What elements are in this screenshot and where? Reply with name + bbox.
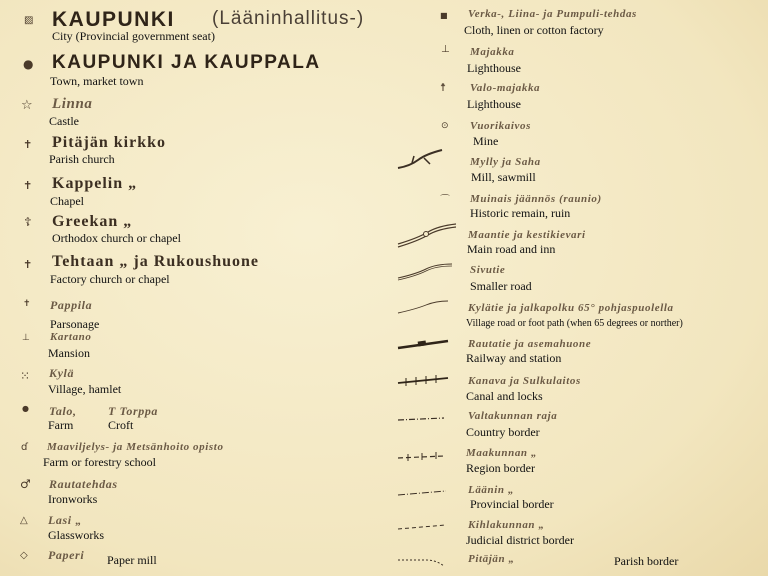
english-label-country-border: Country border — [466, 425, 540, 439]
english-label-mill: Mill, sawmill — [471, 170, 536, 184]
town-dot-symbol-icon: ● — [23, 57, 34, 71]
finnish-label-mine: Vuorikaivos — [470, 120, 532, 132]
finnish-label-town: KAUPUNKI JA KAUPPALA — [52, 52, 321, 73]
finnish-label-lighthouse-2: Valo-majakka — [470, 82, 541, 94]
region-border-line-icon — [396, 451, 446, 463]
mine-circle-symbol-icon: ⊙ — [441, 121, 449, 131]
city-square-symbol-icon: ▨ — [24, 15, 34, 26]
finnish-label-paper: Paperi — [48, 548, 85, 562]
textile-square-symbol-icon: ■ — [440, 11, 448, 20]
village-dots-symbol-icon: ⁙ — [20, 369, 31, 383]
english-label-region-border: Region border — [466, 461, 535, 475]
english-label-ironworks: Ironworks — [48, 492, 98, 506]
canal-line-icon — [396, 374, 450, 388]
english-label-lighthouse-1: Lighthouse — [467, 61, 521, 75]
lighthouse-symbol-icon: ⊥ — [441, 44, 450, 55]
english-label-textile: Cloth, linen or cotton factory — [464, 23, 604, 37]
finnish-label-school: Maaviljelys- ja Metsänhoito opisto — [47, 441, 224, 453]
finnish-label-region-border: Maakunnan „ — [466, 447, 538, 459]
orthodox-cross-symbol-icon: ☦ — [24, 215, 32, 229]
finnish-label-province-border: Läänin „ — [468, 484, 515, 496]
english-label-main-road: Main road and inn — [467, 242, 556, 256]
english-label-parsonage: Parsonage — [50, 317, 100, 331]
finnish-label-parish-church: Pitäjän kirkko — [52, 134, 167, 151]
country-border-line-icon — [396, 414, 446, 424]
railway-line-icon — [396, 338, 450, 352]
english-label-small-road: Smaller road — [470, 279, 532, 293]
farm-dot-symbol-icon: ● — [22, 404, 29, 413]
finnish-label-farm: Talo, — [49, 404, 77, 418]
ruin-symbol-icon: ⌒ — [440, 195, 450, 206]
finnish-label-ironworks: Rautatehdas — [49, 477, 118, 491]
judicial-border-line-icon — [396, 522, 448, 532]
main-road-double-line-icon — [396, 222, 458, 248]
english-label-factory-church: Factory church or chapel — [50, 272, 170, 286]
finnish-label-textile: Verka-, Liina- ja Pumpuli-tehdas — [468, 8, 637, 20]
finnish-label-parsonage: Pappila — [50, 298, 93, 312]
province-border-line-icon — [396, 488, 448, 498]
cross-symbol-icon: ✝ — [23, 179, 33, 192]
finnish-label-factory-church: Tehtaan „ ja Rukoushuone — [52, 253, 260, 270]
finnish-label-city: KAUPUNKI — [52, 8, 175, 31]
small-cross-symbol-icon: ✝ — [23, 299, 31, 309]
glassworks-triangle-symbol-icon: △ — [20, 515, 28, 526]
finnish-label-railway: Rautatie ja asemahuone — [468, 338, 592, 350]
ironworks-symbol-icon: ♂ — [20, 477, 31, 491]
english-label-lighthouse-2: Lighthouse — [467, 97, 521, 111]
english-label-mansion: Mansion — [48, 346, 90, 360]
english-label-school: Farm or forestry school — [43, 455, 156, 469]
english-label-village-road: Village road or foot path (when 65 degrees or norther) — [466, 318, 683, 329]
finnish-label-city-suffix: (Lääninhallitus-) — [212, 8, 365, 29]
english-label-chapel: Chapel — [50, 194, 84, 208]
finnish-label-village: Kylä — [49, 366, 75, 380]
village-road-line-icon — [396, 299, 450, 315]
finnish-label-castle: Linna — [52, 96, 93, 112]
english-label-parish-church: Parish church — [49, 152, 115, 166]
cross-symbol-icon: ✝ — [23, 258, 33, 271]
finnish-label-mansion: Kartano — [50, 331, 92, 343]
english-label-farm: Farm — [48, 418, 74, 432]
mill-branch-symbol-icon — [396, 148, 446, 174]
finnish-label-country-border: Valtakunnan raja — [468, 410, 558, 422]
finnish-label-ruin: Muinais jäännös (raunio) — [470, 193, 602, 205]
finnish-label-orthodox: Greekan „ — [52, 213, 133, 230]
cross-symbol-icon: ✝ — [23, 138, 33, 151]
small-road-line-icon — [396, 262, 454, 280]
english-label-province-border: Provincial border — [470, 497, 554, 511]
english-label-village: Village, hamlet — [48, 382, 122, 396]
english-label-orthodox: Orthodox church or chapel — [52, 231, 181, 245]
finnish-label-main-road: Maantie ja kestikievari — [468, 229, 586, 241]
english-label-glassworks: Glassworks — [48, 528, 104, 542]
parish-border-line-icon — [396, 556, 448, 568]
english-label-parish-border: Parish border — [614, 554, 679, 568]
english-label-canal: Canal and locks — [466, 389, 543, 403]
castle-star-symbol-icon: ☆ — [21, 98, 33, 113]
finnish-label-chapel: Kappelin „ — [52, 175, 138, 192]
mansion-symbol-icon: ⊥ — [22, 333, 30, 343]
finnish-label-village-road: Kylätie ja jalkapolku 65° pohjaspuolella — [468, 302, 674, 314]
english-label-railway: Railway and station — [466, 351, 562, 365]
english-label-ruin: Historic remain, ruin — [470, 206, 571, 220]
english-label-mine: Mine — [473, 134, 499, 148]
light-beacon-symbol-icon: ☨ — [440, 81, 446, 94]
finnish-label-glassworks: Lasi „ — [48, 513, 82, 527]
finnish-label-canal: Kanava ja Sulkulaitos — [468, 375, 581, 387]
finnish-label-judicial-border: Kihlakunnan „ — [468, 519, 545, 531]
finnish-label-small-road: Sivutie — [470, 264, 506, 276]
english-label-castle: Castle — [49, 114, 79, 128]
english-label-croft: Croft — [108, 418, 134, 432]
finnish-label-lighthouse-1: Majakka — [470, 46, 515, 58]
english-label-town: Town, market town — [50, 74, 144, 88]
english-label-city: City (Provincial government seat) — [52, 29, 215, 43]
paper-diamond-symbol-icon: ◇ — [20, 550, 28, 561]
english-label-paper: Paper mill — [107, 553, 157, 567]
finnish-label-parish-border: Pitäjän „ — [468, 553, 515, 565]
school-symbol-icon: ɗ — [21, 442, 28, 453]
finnish-label-mill: Mylly ja Saha — [470, 156, 541, 168]
english-label-judicial-border: Judicial district border — [466, 533, 574, 547]
finnish-label-croft: T Torppa — [108, 404, 159, 418]
